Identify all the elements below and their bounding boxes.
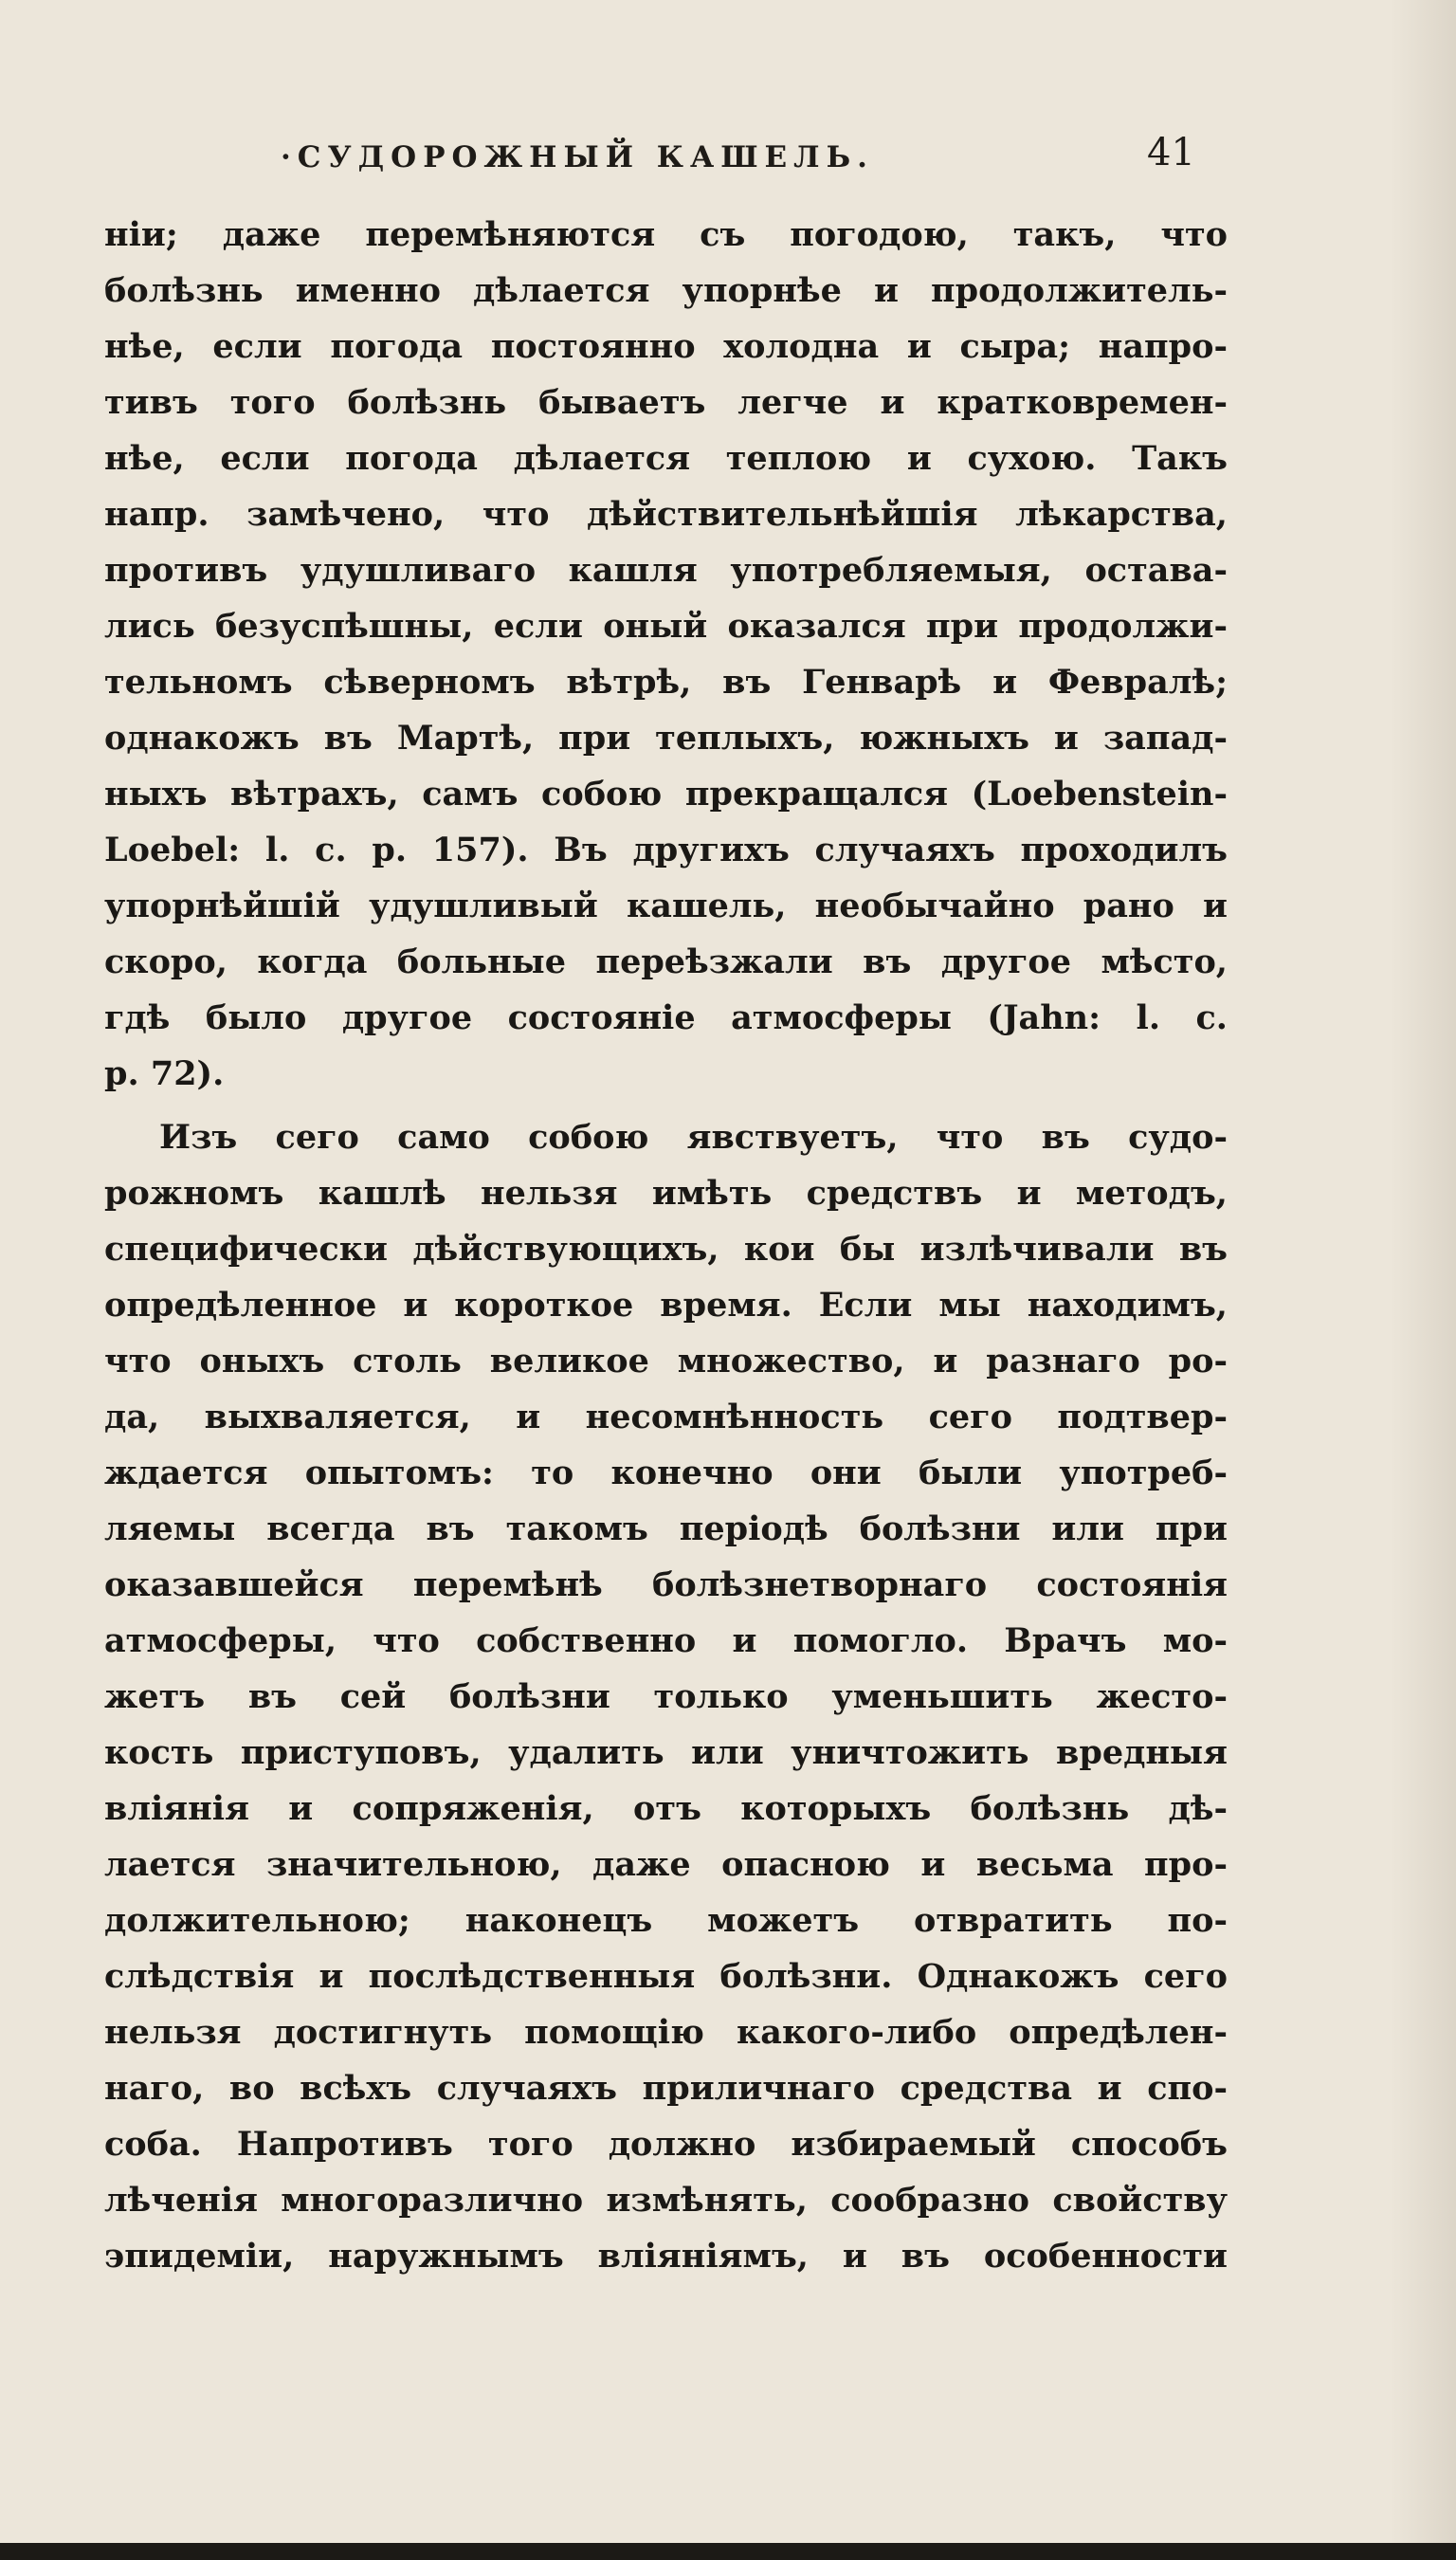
text-line: специфически дѣйствующихъ, кои бы излѣчивали въ [104, 1230, 1228, 1269]
text-line: Loebel: l. c. p. 157). Въ другихъ случаяхъ проходилъ [104, 831, 1228, 869]
text-line: Изъ сего само собою явствуетъ, что въ судо- [159, 1118, 1228, 1157]
page-edge-shadow [1390, 0, 1456, 2560]
text-line: что оныхъ столь великое множество, и разнаго ро- [104, 1342, 1228, 1381]
text-line: нѣе, если погода дѣлается теплою и сухою. Такъ [104, 439, 1228, 478]
text-line: вліянія и сопряженія, отъ которыхъ болѣзнь дѣ- [104, 1789, 1228, 1828]
text-line: упорнѣйшій удушливый кашель, необычайно рано и [104, 887, 1228, 925]
paragraph [104, 207, 1228, 1102]
text-line: да, выхваляется, и несомнѣнность сего подтвер- [104, 1398, 1228, 1436]
text-line: нельзя достигнуть помощію какого-либо опредѣлен- [104, 2013, 1228, 2052]
text-line: оказавшейся перемѣнѣ болѣзнетворнаго состоянія [104, 1565, 1228, 1604]
text-line: скоро, когда больные переѣзжали въ другое мѣсто, [104, 942, 1228, 981]
text-line: тельномъ сѣверномъ вѣтрѣ, въ Генварѣ и Февралѣ; [104, 663, 1228, 702]
text-line: слѣдствія и послѣдственныя болѣзни. Однакожъ сего [104, 1957, 1228, 1996]
body-text [104, 207, 1228, 2284]
text-line: тивъ того болѣзнь бываетъ легче и кратковремен- [104, 383, 1228, 422]
text-line: ждается опытомъ: то конечно они были употреб- [104, 1454, 1228, 1492]
page-number: 41 [1147, 131, 1195, 174]
text-line: лись безуспѣшны, если оный оказался при продолжи- [104, 607, 1228, 646]
text-line: наго, во всѣхъ случаяхъ приличнаго средства и спо- [104, 2069, 1228, 2108]
text-line: ныхъ вѣтрахъ, самъ собою прекращался (Loebenstein- [104, 775, 1228, 814]
text-line: p. 72). [104, 1054, 225, 1093]
text-line: опредѣленное и короткое время. Если мы находимъ, [104, 1286, 1228, 1325]
text-line: соба. Напротивъ того должно избираемый способъ [104, 2125, 1228, 2164]
text-line: однакожъ въ Мартѣ, при теплыхъ, южныхъ и запад- [104, 719, 1228, 758]
running-title: ·СУДОРОЖНЫЙ КАШЕЛЬ. [281, 140, 874, 174]
text-line: ляемы всегда въ такомъ періодѣ болѣзни или при [104, 1509, 1228, 1548]
text-line: болѣзнь именно дѣлается упорнѣе и продолжитель- [104, 271, 1228, 310]
page-header [0, 131, 1456, 188]
text-line: кость приступовъ, удалить или уничтожить вредныя [104, 1733, 1228, 1772]
text-line: атмосферы, что собственно и помогло. Врачъ мо- [104, 1621, 1228, 1660]
text-line: рожномъ кашлѣ нельзя имѣть средствъ и методъ, [104, 1174, 1228, 1213]
text-line: лается значительною, даже опасною и весьма про- [104, 1845, 1228, 1884]
text-line: напр. замѣчено, что дѣйствительнѣйшія лѣкарства, [104, 495, 1228, 534]
text-line: должительною; наконецъ можетъ отвратить по- [104, 1901, 1228, 1940]
text-line: нѣе, если погода постоянно холодна и сыра; напро- [104, 327, 1228, 366]
text-line: лѣченія многоразлично измѣнять, сообразно свойству [104, 2181, 1228, 2220]
paragraph [104, 1109, 1228, 2284]
text-line: противъ удушливаго кашля употребляемыя, остава- [104, 551, 1228, 590]
text-line: ніи; даже перемѣняются съ погодою, такъ, что [104, 215, 1228, 254]
scan-bottom-edge [0, 2543, 1456, 2560]
text-line: жетъ въ сей болѣзни только уменьшить жесто- [104, 1677, 1228, 1716]
text-line: эпидеміи, наружнымъ вліяніямъ, и въ особенности [104, 2237, 1228, 2276]
text-line: гдѣ было другое состояніе атмосферы (Jahn: l. c. [104, 998, 1228, 1037]
